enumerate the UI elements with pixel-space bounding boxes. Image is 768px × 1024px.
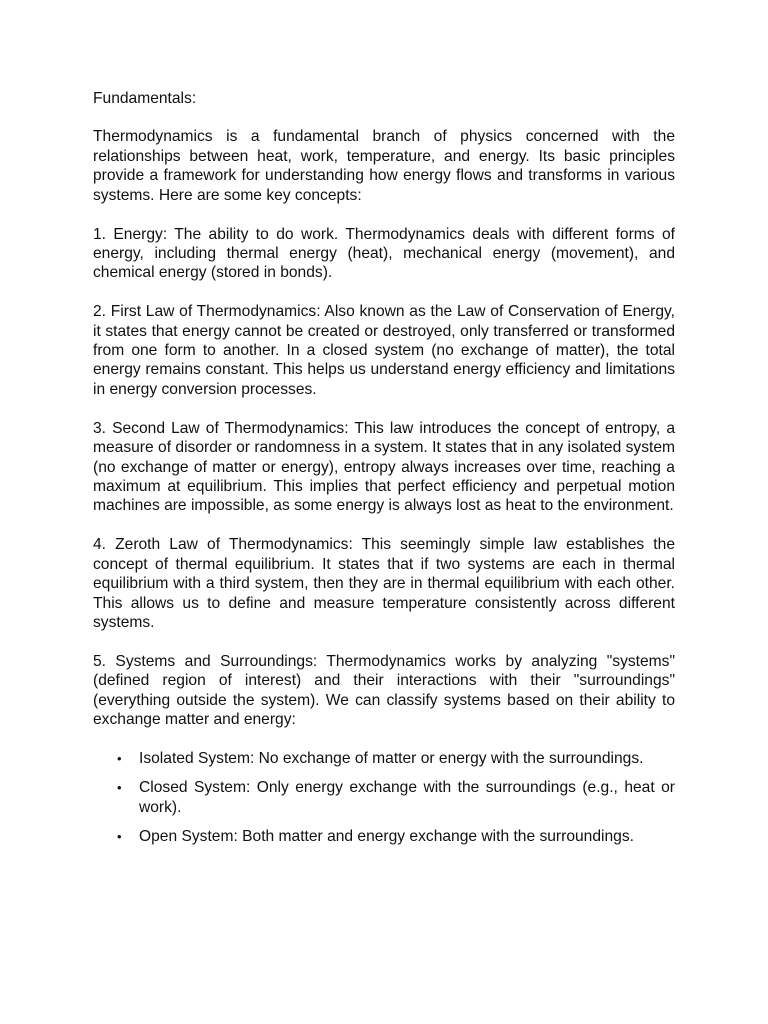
concept-systems-paragraph: 5. Systems and Surroundings: Thermodynamics works by analyzing "systems" (defined region of interest) and their interactions with their "surroundings" (everything outside the system). We can classify systems based on their ability to exchange matter and energy:	[93, 652, 675, 729]
bullet-icon: •	[117, 750, 122, 766]
list-item	[93, 827, 675, 846]
list-item	[93, 778, 675, 817]
list-item	[93, 749, 675, 768]
concept-first-law-paragraph: 2. First Law of Thermodynamics: Also known as the Law of Conservation of Energy, it states that energy cannot be created or destroyed, only transferred or transformed from one form to another. In a closed system (no exchange of matter), the total energy remains constant. This helps us understand energy efficiency and limitations in energy conversion processes.	[93, 303, 675, 398]
document-page	[93, 89, 675, 857]
concept-second-law-paragraph: 3. Second Law of Thermodynamics: This law introduces the concept of entropy, a measure of disorder or randomness in a system. It states that in any isolated system (no exchange of matter or energy), entropy always increases over time, reaching a maximum at equilibrium. This implies that perfect efficiency and perpetual motion machines are impossible, as some energy is always lost as heat to the environment.	[93, 419, 675, 515]
intro-paragraph: Thermodynamics is a fundamental branch of physics concerned with the relationships between heat, work, temperature, and energy. Its basic principles provide a framework for understanding how energy flows and transforms in various systems. Here are some key concepts:	[93, 128, 675, 204]
list-item-text: Open System: Both matter and energy exchange with the surroundings.	[139, 828, 634, 846]
document-heading: Fundamentals:	[93, 90, 197, 107]
bullet-icon: •	[117, 829, 122, 845]
list-item-text: Isolated System: No exchange of matter or energy with the surroundings.	[139, 749, 644, 767]
list-item-text: Closed System: Only energy exchange with the surroundings (e.g., heat or work).	[139, 779, 675, 816]
concept-energy-paragraph: 1. Energy: The ability to do work. Thermodynamics deals with different forms of energy, including thermal energy (heat), mechanical energy (movement), and chemical energy (stored in bonds).	[93, 225, 675, 282]
concept-zeroth-law-paragraph: 4. Zeroth Law of Thermodynamics: This seemingly simple law establishes the concept of thermal equilibrium. It states that if two systems are each in thermal equilibrium with a third system, then they are in thermal equilibrium with each other. This allows us to define and measure temperature consistently across different systems.	[93, 536, 675, 631]
bullet-icon: •	[117, 780, 122, 796]
system-types-list	[93, 749, 675, 847]
